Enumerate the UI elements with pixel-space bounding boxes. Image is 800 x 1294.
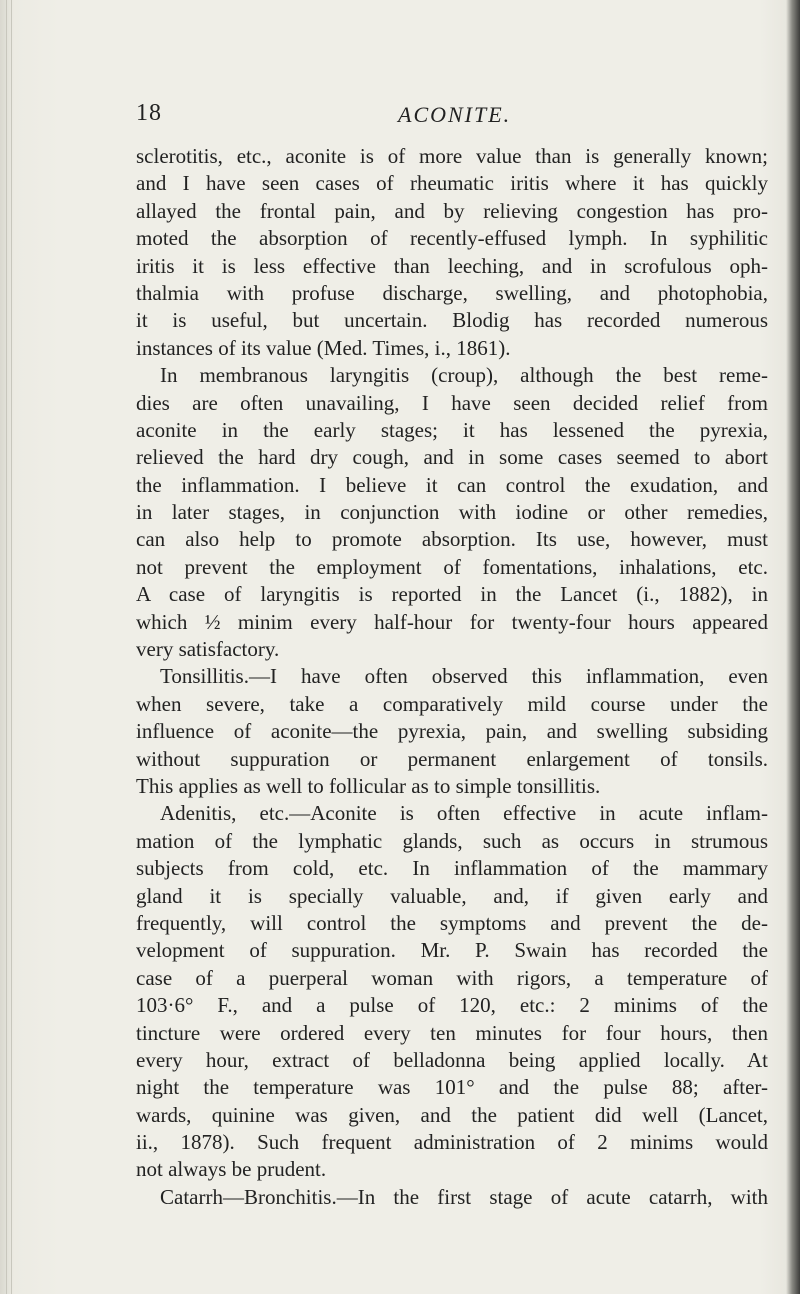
text-line: frequently, will control the symptoms and prevent the de-	[136, 910, 768, 935]
text-line: velopment of suppuration. Mr. P. Swain has recorded the	[136, 938, 768, 963]
text-line: Tonsillitis.—I have often observed this inflammation, even	[160, 664, 768, 689]
gutter-shadow	[6, 0, 7, 1294]
text-line: Catarrh—Bronchitis.—In the first stage of acute catarrh, with	[160, 1184, 768, 1209]
text-line: not always be prudent.	[136, 1157, 327, 1182]
text-line: moted the absorption of recently-effused lymph. In syphilitic	[136, 226, 768, 251]
text-line: Adenitis, etc.—Aconite is often effective in acute inflam-	[160, 801, 768, 826]
text-line: mation of the lymphatic glands, such as occurs in strumous	[136, 828, 768, 853]
text-line: night the temperature was 101° and the pulse 88; after-	[136, 1075, 768, 1100]
text-line: which ½ minim every half-hour for twenty-four hours appeared	[136, 609, 768, 634]
page-header	[0, 100, 800, 130]
body-text	[136, 143, 768, 1211]
text-line: 103·6° F., and a pulse of 120, etc.: 2 minims of the	[136, 993, 768, 1018]
text-line: it is useful, but uncertain. Blodig has recorded numerous	[136, 308, 768, 333]
text-line: allayed the frontal pain, and by relieving congestion has pro-	[136, 198, 768, 223]
text-line: ii., 1878). Such frequent administration of 2 minims would	[136, 1130, 768, 1155]
text-line: instances of its value (Med. Times, i., 1861).	[136, 335, 511, 360]
text-line: aconite in the early stages; it has lessened the pyrexia,	[136, 417, 768, 442]
text-line: every hour, extract of belladonna being applied locally. At	[136, 1047, 768, 1072]
text-line: thalmia with profuse discharge, swelling, and photophobia,	[136, 280, 768, 305]
text-line: and I have seen cases of rheumatic iritis where it has quickly	[136, 171, 768, 196]
text-line: gland it is specially valuable, and, if given early and	[136, 883, 768, 908]
text-line: relieved the hard dry cough, and in some cases seemed to abort	[136, 445, 768, 470]
text-line: In membranous laryngitis (croup), although the best reme-	[160, 363, 768, 388]
text-line: dies are often unavailing, I have seen decided relief from	[136, 390, 768, 415]
text-line: wards, quinine was given, and the patient did well (Lancet,	[136, 1102, 768, 1127]
text-line: This applies as well to follicular as to simple tonsillitis.	[136, 773, 601, 798]
text-line: sclerotitis, etc., aconite is of more value than is generally known;	[136, 144, 768, 168]
text-line: when severe, take a comparatively mild course under the	[136, 691, 768, 716]
text-line: can also help to promote absorption. Its use, however, must	[136, 527, 768, 552]
page-number: 18	[136, 100, 162, 126]
text-line: case of a puerperal woman with rigors, a temperature of	[136, 965, 768, 990]
text-line: not prevent the employment of fomentations, inhalations, etc.	[136, 554, 768, 579]
text-line: A case of laryngitis is reported in the Lancet (i., 1882), in	[136, 582, 768, 607]
text-line: the inflammation. I believe it can control the exudation, and	[136, 472, 768, 497]
gutter-shadow	[11, 0, 12, 1294]
running-title: ACONITE.	[398, 102, 512, 127]
text-line: very satisfactory.	[136, 637, 280, 662]
text-line: subjects from cold, etc. In inflammation of the mammary	[136, 856, 768, 881]
text-line: influence of aconite—the pyrexia, pain, and swelling subsiding	[136, 719, 768, 744]
text-line: iritis it is less effective than leeching, and in scrofulous oph-	[136, 253, 768, 278]
text-line: tincture were ordered every ten minutes for four hours, then	[136, 1020, 768, 1045]
text-line: without suppuration or permanent enlargement of tonsils.	[136, 746, 768, 771]
text-line: in later stages, in conjunction with iodine or other remedies,	[136, 500, 768, 525]
